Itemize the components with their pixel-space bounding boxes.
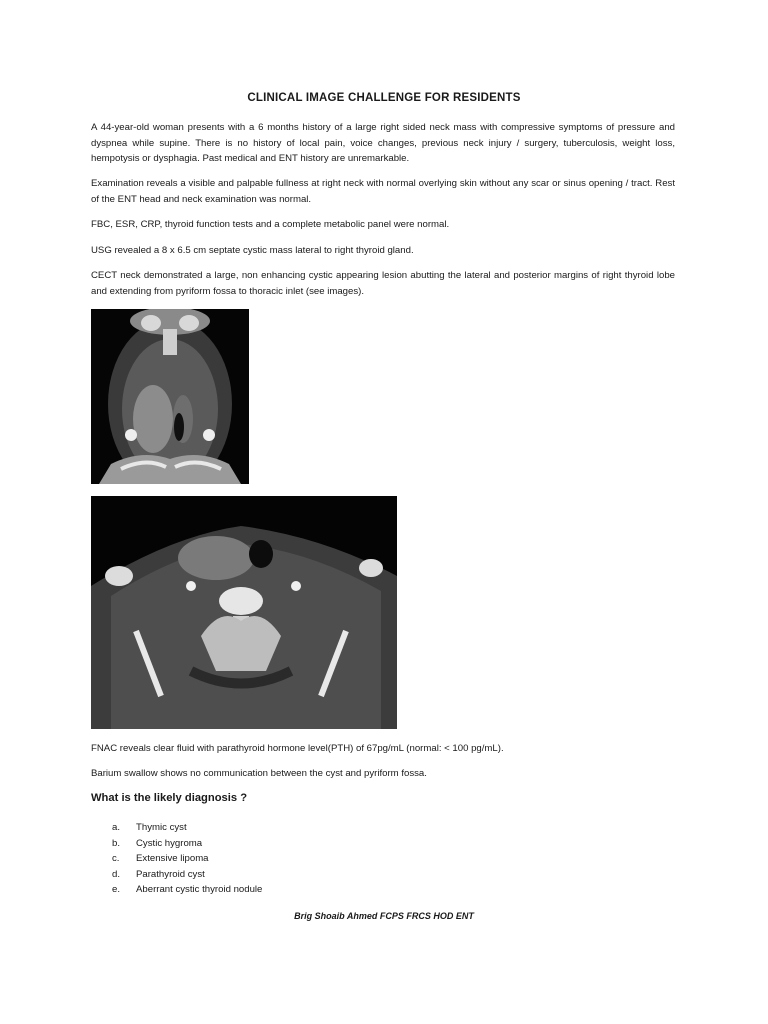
ct-coronal-image bbox=[91, 309, 249, 484]
author-signature: Brig Shoaib Ahmed FCPS FRCS HOD ENT bbox=[294, 911, 474, 921]
fnac-paragraph: FNAC reveals clear fluid with parathyroid hormone level(PTH) of 67pg/mL (normal: < 100 pg/mL). bbox=[91, 743, 504, 754]
option-letter: b. bbox=[112, 837, 121, 849]
answer-option bbox=[112, 867, 262, 883]
answer-options-list bbox=[112, 820, 262, 898]
examination-paragraph: Examination reveals a visible and palpable fullness at right neck with normal overlying skin without any scar or sinus opening / tract. Rest of the ENT head and neck examination was normal. bbox=[91, 178, 675, 205]
option-letter: c. bbox=[112, 853, 120, 864]
answer-option bbox=[112, 851, 262, 867]
option-text: Thymic cyst bbox=[136, 822, 187, 833]
question-heading: What is the likely diagnosis ? bbox=[91, 792, 248, 804]
option-letter: d. bbox=[112, 868, 121, 880]
lab-tests-paragraph: FBC, ESR, CRP, thyroid function tests and a complete metabolic panel were normal. bbox=[91, 219, 450, 230]
option-letter: e. bbox=[112, 884, 121, 895]
answer-option bbox=[112, 836, 262, 852]
ct-axial-image bbox=[91, 496, 397, 729]
option-text: Extensive lipoma bbox=[136, 853, 209, 864]
cect-paragraph: CECT neck demonstrated a large, non enhancing cystic appearing lesion abutting the lateral and posterior margins of right thyroid lobe and extending from pyriform fossa to thoracic inlet (see images). bbox=[91, 270, 675, 297]
option-text: Parathyroid cyst bbox=[136, 868, 205, 880]
page-title: CLINICAL IMAGE CHALLENGE FOR RESIDENTS bbox=[247, 92, 521, 104]
option-text: Cystic hygroma bbox=[136, 837, 203, 849]
option-letter: a. bbox=[112, 822, 121, 833]
usg-paragraph: USG revealed a 8 x 6.5 cm septate cystic mass lateral to right thyroid gland. bbox=[91, 245, 414, 256]
history-paragraph: A 44-year-old woman presents with a 6 months history of a large right sided neck mass with compressive symptoms of pressure and dyspnea while supine. There is no history of local pain, voice changes, previous neck injury / surgery, tuberculosis, weight loss, hempotysis or dysphagia. Past medical and ENT history are unremarkable. bbox=[91, 122, 675, 164]
barium-swallow-paragraph: Barium swallow shows no communication between the cyst and pyriform fossa. bbox=[91, 768, 427, 779]
answer-option bbox=[112, 882, 262, 898]
option-text: Aberrant cystic thyroid nodule bbox=[136, 884, 263, 895]
answer-option bbox=[112, 820, 262, 836]
